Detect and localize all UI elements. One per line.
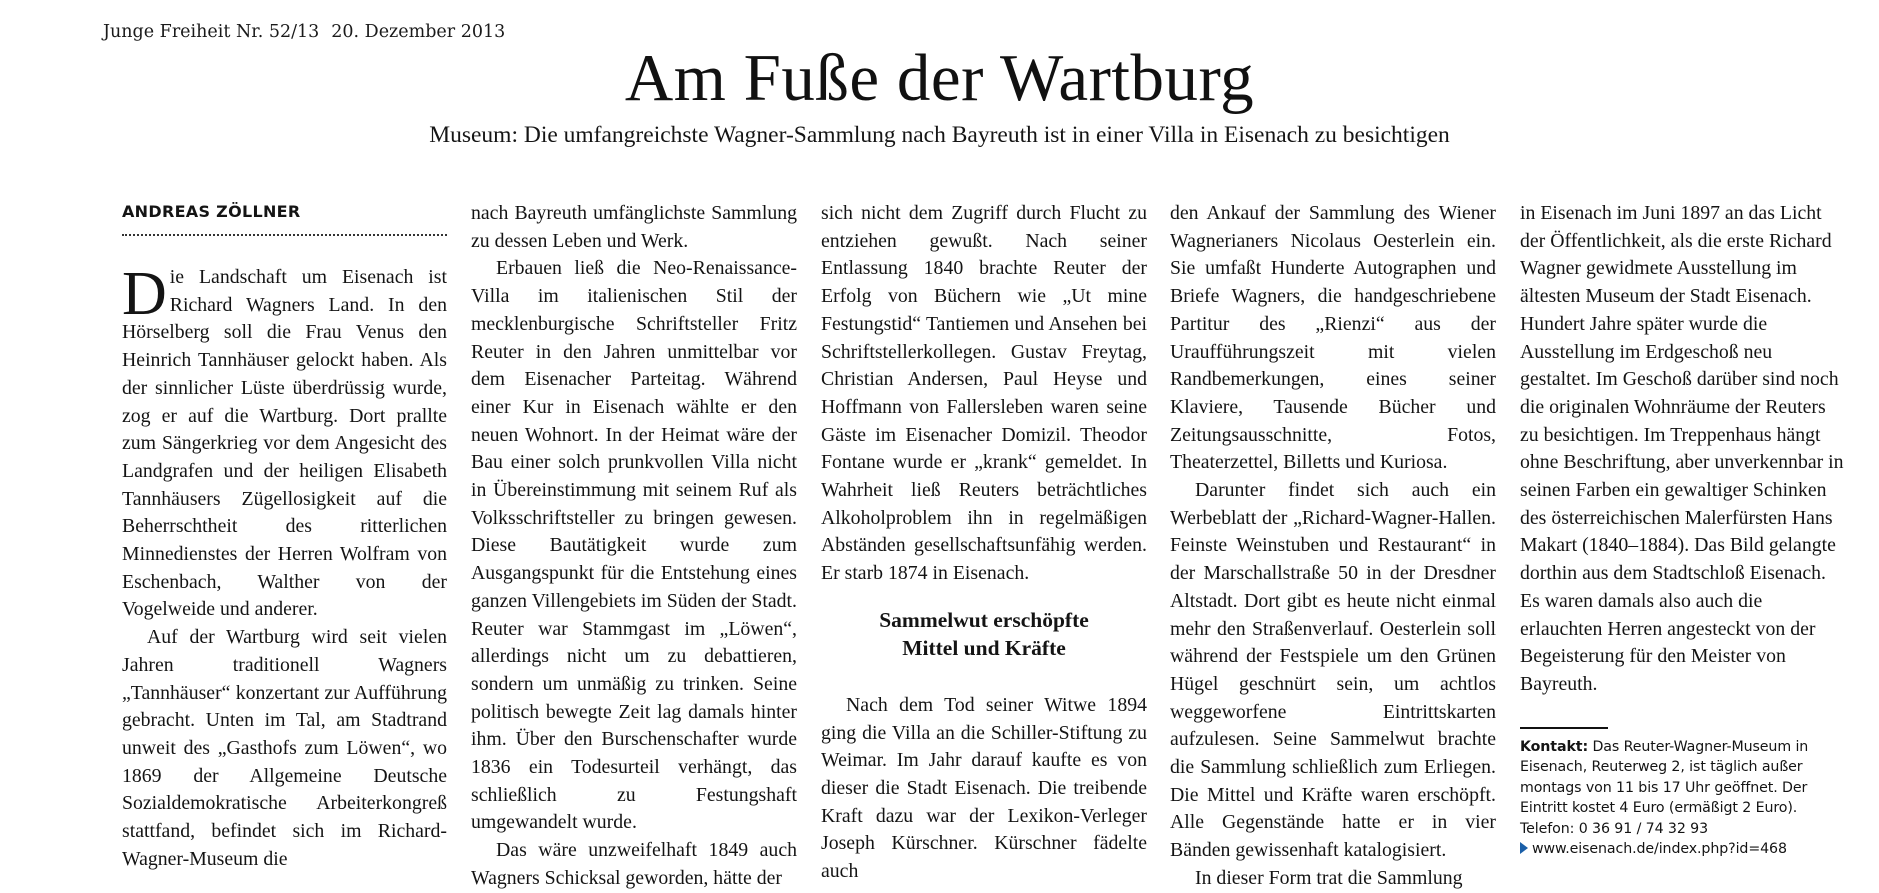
subheading-line: Sammelwut erschöpfte <box>879 607 1089 632</box>
paragraph: nach Bayreuth umfänglichste Sammlung zu dessen Leben und Werk. <box>471 202 797 252</box>
dotted-divider <box>122 234 447 236</box>
paragraph: sich nicht dem Zugriff durch Flucht zu entziehen gewußt. Nach seiner Entlassung 1840 brachte Reuter der Erfolg von Büchern wie „Ut mine Festungstid“ Tantiemen und Ansehen bei Schriftstellerkollegen. Gustav Freytag, Christian Andersen, Paul Heyse und Hoffmann von Fallersleben waren seine Gäste im Eisenacher Domizil. Theodor Fontane wurde er „krank“ gemeldet. In Wahrheit ließ Reuters beträchtliches Alkoholproblem ihn in regelmäßigen Abständen gesellschaftsunfähig werden. Er starb 1874 in Eisenach. <box>821 202 1147 585</box>
drop-cap: D <box>122 260 167 328</box>
publication-name: Junge Freiheit Nr. 52/13 <box>103 22 320 42</box>
paragraph: Nach dem Tod seiner Witwe 1894 ging die Villa an die Schiller-Stiftung zu Weimar. Im Jahr darauf kaufte es von dieser die Stadt Eisenach. Die treibende Kraft dazu war der Lexikon-Verleger Joseph Kürschner. Kürschner fädelte auch <box>821 693 1147 883</box>
column-4 <box>1170 200 1496 893</box>
contact-box <box>1520 737 1846 860</box>
paragraph: Auf der Wartburg wird seit vielen Jahren traditionell Wagners „Tannhäuser“ konzertant zur Aufführung gebracht. Unten im Tal, am Stadtrand unweit des „Gasthofs zum Löwen“, wo 1869 der Allgemeine Deutsche Sozialdemokratische Arbeiterkongreß stattfand, befindet sich im Richard-Wagner-Museum die <box>122 626 447 870</box>
link-arrow-icon <box>1520 842 1528 854</box>
paragraph: Erbauen ließ die Neo-Renaissance-Villa im italienischen Stil der mecklenburgische Schriftsteller Fritz Reuter in den Jahren unmittelbar vor dem Eisenacher Parteitag. Während einer Kur in Eisenach wählte er den neuen Wohnort. In der Heimat wäre der Bau einer solch prunkvollen Villa nicht in Übereinstimmung mit seinem Ruf als Volksschriftsteller zu bringen gewesen. Diese Bautätigkeit wurde zum Ausgangspunkt für die Entstehung eines ganzen Villengebiets im Süden der Stadt. Reuter war Stammgast im „Löwen“, allerdings nicht um zu debattieren, sondern um unmäßig zu trinken. Seine politisch bewegte Zeit lag damals hinter ihm. Über den Burschenschafter wurde 1836 ein Todesurteil verhängt, das schließlich zu Festungshaft umgewandelt wurde. <box>471 257 797 834</box>
article-subtitle: Museum: Die umfangreichste Wagner-Sammlung nach Bayreuth ist in einer Villa in Eisenach zu besichtigen <box>429 122 1450 148</box>
subheading <box>821 606 1147 662</box>
column-3 <box>821 200 1147 886</box>
column-5 <box>1520 200 1846 860</box>
paragraph <box>122 260 447 624</box>
publication-date: 20. Dezember 2013 <box>331 22 506 42</box>
author-byline: ANDREAS ZÖLLNER <box>122 202 301 221</box>
paragraph: Darunter findet sich auch ein Werbeblatt der „Richard-Wagner-Hallen. Feinste Weinstuben und Restaurant“ in der Marschallstraße 50 in der Dresdner Altstadt. Dort gibt es heute nicht einmal mehr den Straßenverlauf. Oesterlein soll während der Festspiele um den Grünen Hügel geschnürt sein, um achtlos weggeworfene Eintrittskarten aufzulesen. Seine Sammelwut brachte die Sammlung schließlich zum Erliegen. Die Mittel und Kräfte waren erschöpft. Alle Gegenstände hatte er in vier Bänden gewissenhaft katalogisiert. <box>1170 479 1496 862</box>
column-1 <box>122 202 447 873</box>
paragraph: In dieser Form trat die Sammlung <box>1195 866 1463 889</box>
column-2 <box>471 200 797 893</box>
paragraph: den Ankauf der Sammlung des Wiener Wagnerianers Nicolaus Oesterlein ein. Sie umfaßt Hunderte Autographen und Briefe Wagners, die handgeschriebene Partitur des „Rienzi“ aus der Uraufführungszeit mit vielen Randbemerkungen, eines seiner Klaviere, Tausende Bücher und Zeitungsausschnitte, Fotos, Theaterzettel, Billetts und Kuriosa. <box>1170 202 1496 474</box>
article-title: Am Fuße der Wartburg <box>624 41 1255 115</box>
contact-rule <box>1520 727 1608 729</box>
paragraph-text: ie Landschaft um Eisenach ist Richard Wagners Land. In den Hörselberg soll die Frau Venus den Heinrich Tannhäuser gelockt haben. Als der sinnlicher Lüste überdrüssig wurde, zog er auf die Wartburg. Dort prallte zum Sängerkrieg vor dem Angesicht des Landgrafen und der heiligen Elisabeth Tannhäusers Zügellosigkeit auf die Beherrschtheit des ritterlichen Minnedienstes der Herren Wolfram von Eschenbach, Walther von der Vogelweide und anderer. <box>122 266 447 621</box>
paragraph: in Eisenach im Juni 1897 an das Licht der Öffentlichkeit, als die erste Richard Wagner gewidmete Ausstellung im ältesten Museum der Stadt Eisenach. Hundert Jahre später wurde die Ausstellung im Erdgeschoß neu gestaltet. Im Geschoß darüber sind noch die originalen Wohnräume der Reuters zu besichtigen. Im Treppenhaus hängt ohne Beschriftung, aber unverkennbar in seinen Farben ein gewaltiger Schinken des österreichischen Malerfürsten Hans Makart (1840–1884). Das Bild gelangte dorthin aus dem Stadtschloß Eisenach. Es waren damals also auch die erlauchten Herren angesteckt von der Begeisterung für den Meister von Bayreuth. <box>1520 202 1844 695</box>
contact-link[interactable]: www.eisenach.de/index.php?id=468 <box>1532 841 1787 858</box>
contact-text: Das Reuter-Wagner-Museum in Eisenach, Reuterweg 2, ist täglich außer montags von 11 bis 17 Uhr geöffnet. Der Eintritt kostet 4 Euro (ermäßigt 2 Euro). Telefon: 0 36 91 / 74 32 93 <box>1520 738 1809 837</box>
contact-label: Kontakt: <box>1520 738 1589 755</box>
subheading-line: Mittel und Kräfte <box>902 635 1066 660</box>
paragraph: Das wäre unzweifelhaft 1849 auch Wagners Schicksal geworden, hätte der <box>471 839 797 889</box>
